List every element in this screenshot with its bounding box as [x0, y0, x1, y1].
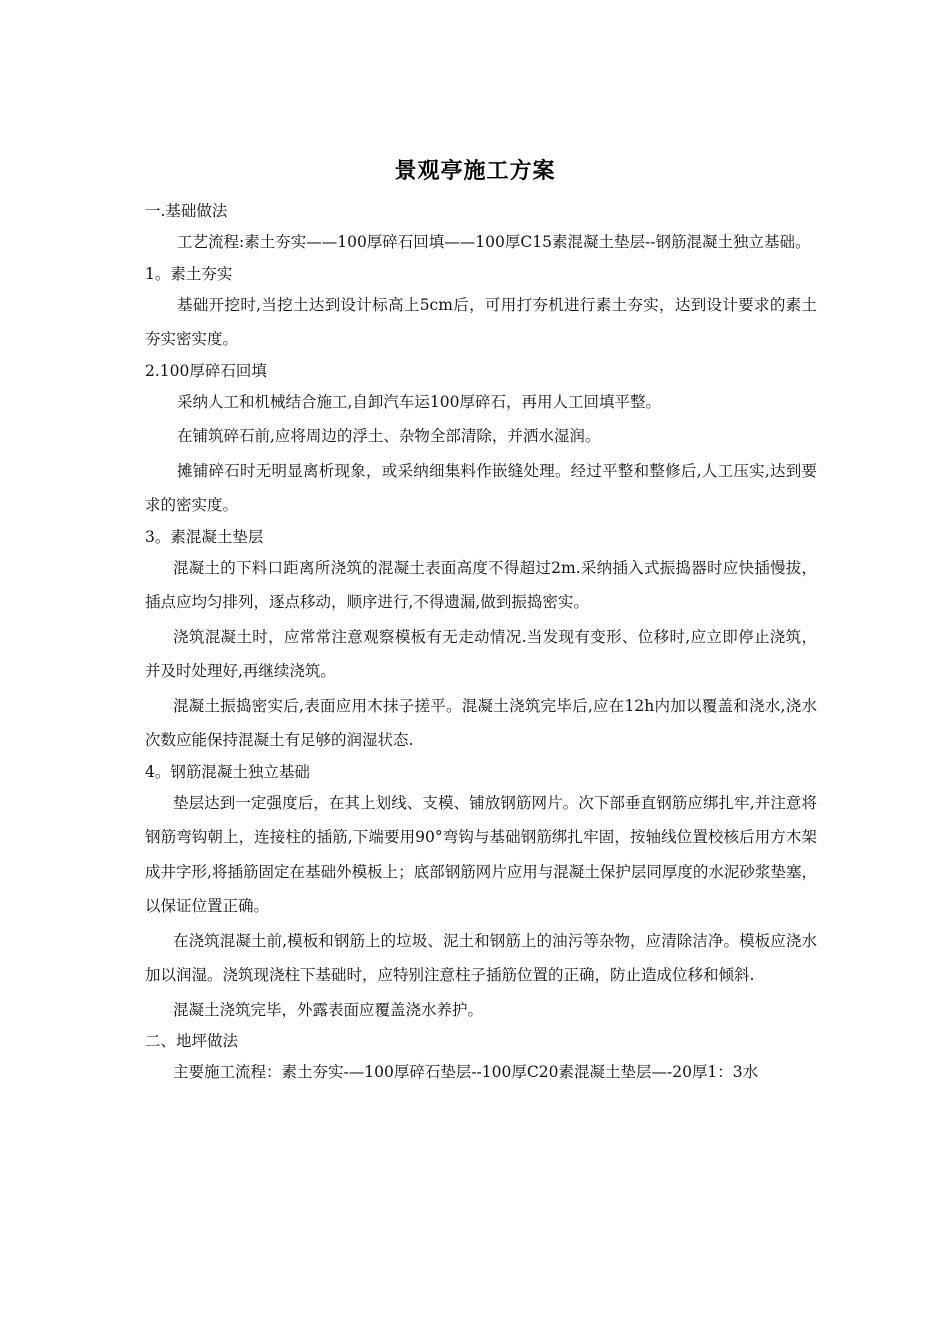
paragraph-footing-3: 混凝土浇筑完毕，外露表面应覆盖浇水养护。 [173, 1000, 484, 1019]
paragraph-gravel-3: 摊铺碎石时无明显离析现象，或采纳细集料作嵌缝处理。经过平整和整修后,人工压实,达到要求的密实度。 [145, 461, 817, 514]
paragraph-soil-compaction: 基础开挖时,当挖土达到设计标高上5cm后，可用打夯机进行素土夯实，达到设计要求的素土夯实密实度。 [145, 295, 817, 348]
paragraph-concrete-1: 混凝土的下料口距离所浇筑的混凝土表面高度不得超过2m.采纳插入式振捣器时应快插慢拔，插点应均匀排列，逐点移动，顺序进行,不得遗漏,做到振捣密实。 [145, 558, 817, 611]
paragraph-footing-2: 在浇筑混凝土前,模板和钢筋上的垃圾、泥土和钢筋上的油污等杂物，应清除洁净。模板应浇水加以润湿。浇筑现浇柱下基础时，应特别注意柱子插筋位置的正确，防止造成位移和倾斜. [145, 931, 817, 984]
paragraph-process-flow: 工艺流程:素土夯实——100厚碎石回填——100厚C15素混凝土垫层--钢筋混凝土独立基础。 [177, 233, 811, 251]
paragraph-floor-process: 主要施工流程：素土夯实-—100厚碎石垫层--100厚C20素混凝土垫层—-20厚1：3水 [173, 1063, 759, 1081]
subsection-heading-soil-compaction: 1。素土夯实 [145, 264, 233, 283]
paragraph-gravel-2: 在铺筑碎石前,应将周边的浮土、杂物全部清除，并洒水湿润。 [177, 427, 601, 445]
paragraph-footing-1: 垫层达到一定强度后，在其上划线、支模、铺放钢筋网片。次下部垂直钢筋应绑扎牢,并注意将钢筋弯钩朝上，连接柱的插筋,下端要用90°弯钩与基础钢筋绑扎牢固，按轴线位置校核后用方木架成井字形,将插筋固定在基础外模板上；底部钢筋网片应用与混凝土保护层同厚度的水泥砂浆垫塞，以保证位置正确。 [145, 793, 817, 915]
section-heading-floor: 二、地坪做法 [145, 1032, 239, 1050]
subsection-heading-plain-concrete: 3。素混凝土垫层 [145, 527, 264, 546]
document-title: 景观亭施工方案 [394, 158, 556, 184]
subsection-heading-gravel-backfill: 2.100厚碎石回填 [145, 361, 267, 380]
paragraph-concrete-2: 浇筑混凝土时，应常常注意观察模板有无走动情况.当发现有变形、位移时,应立即停止浇筑，并及时处理好,再继续浇筑。 [145, 627, 817, 680]
paragraph-concrete-3: 混凝土振捣密实后,表面应用木抹子搓平。混凝土浇筑完毕后,应在12h内加以覆盖和浇水,浇水次数应能保持混凝土有足够的润湿状态. [145, 696, 817, 749]
subsection-heading-rc-footing: 4。钢筋混凝土独立基础 [145, 762, 310, 781]
section-heading-foundation: 一.基础做法 [145, 202, 228, 220]
document-body [145, 197, 817, 1090]
paragraph-gravel-1: 采纳人工和机械结合施工,自卸汽车运100厚碎石，再用人工回填平整。 [177, 392, 662, 411]
